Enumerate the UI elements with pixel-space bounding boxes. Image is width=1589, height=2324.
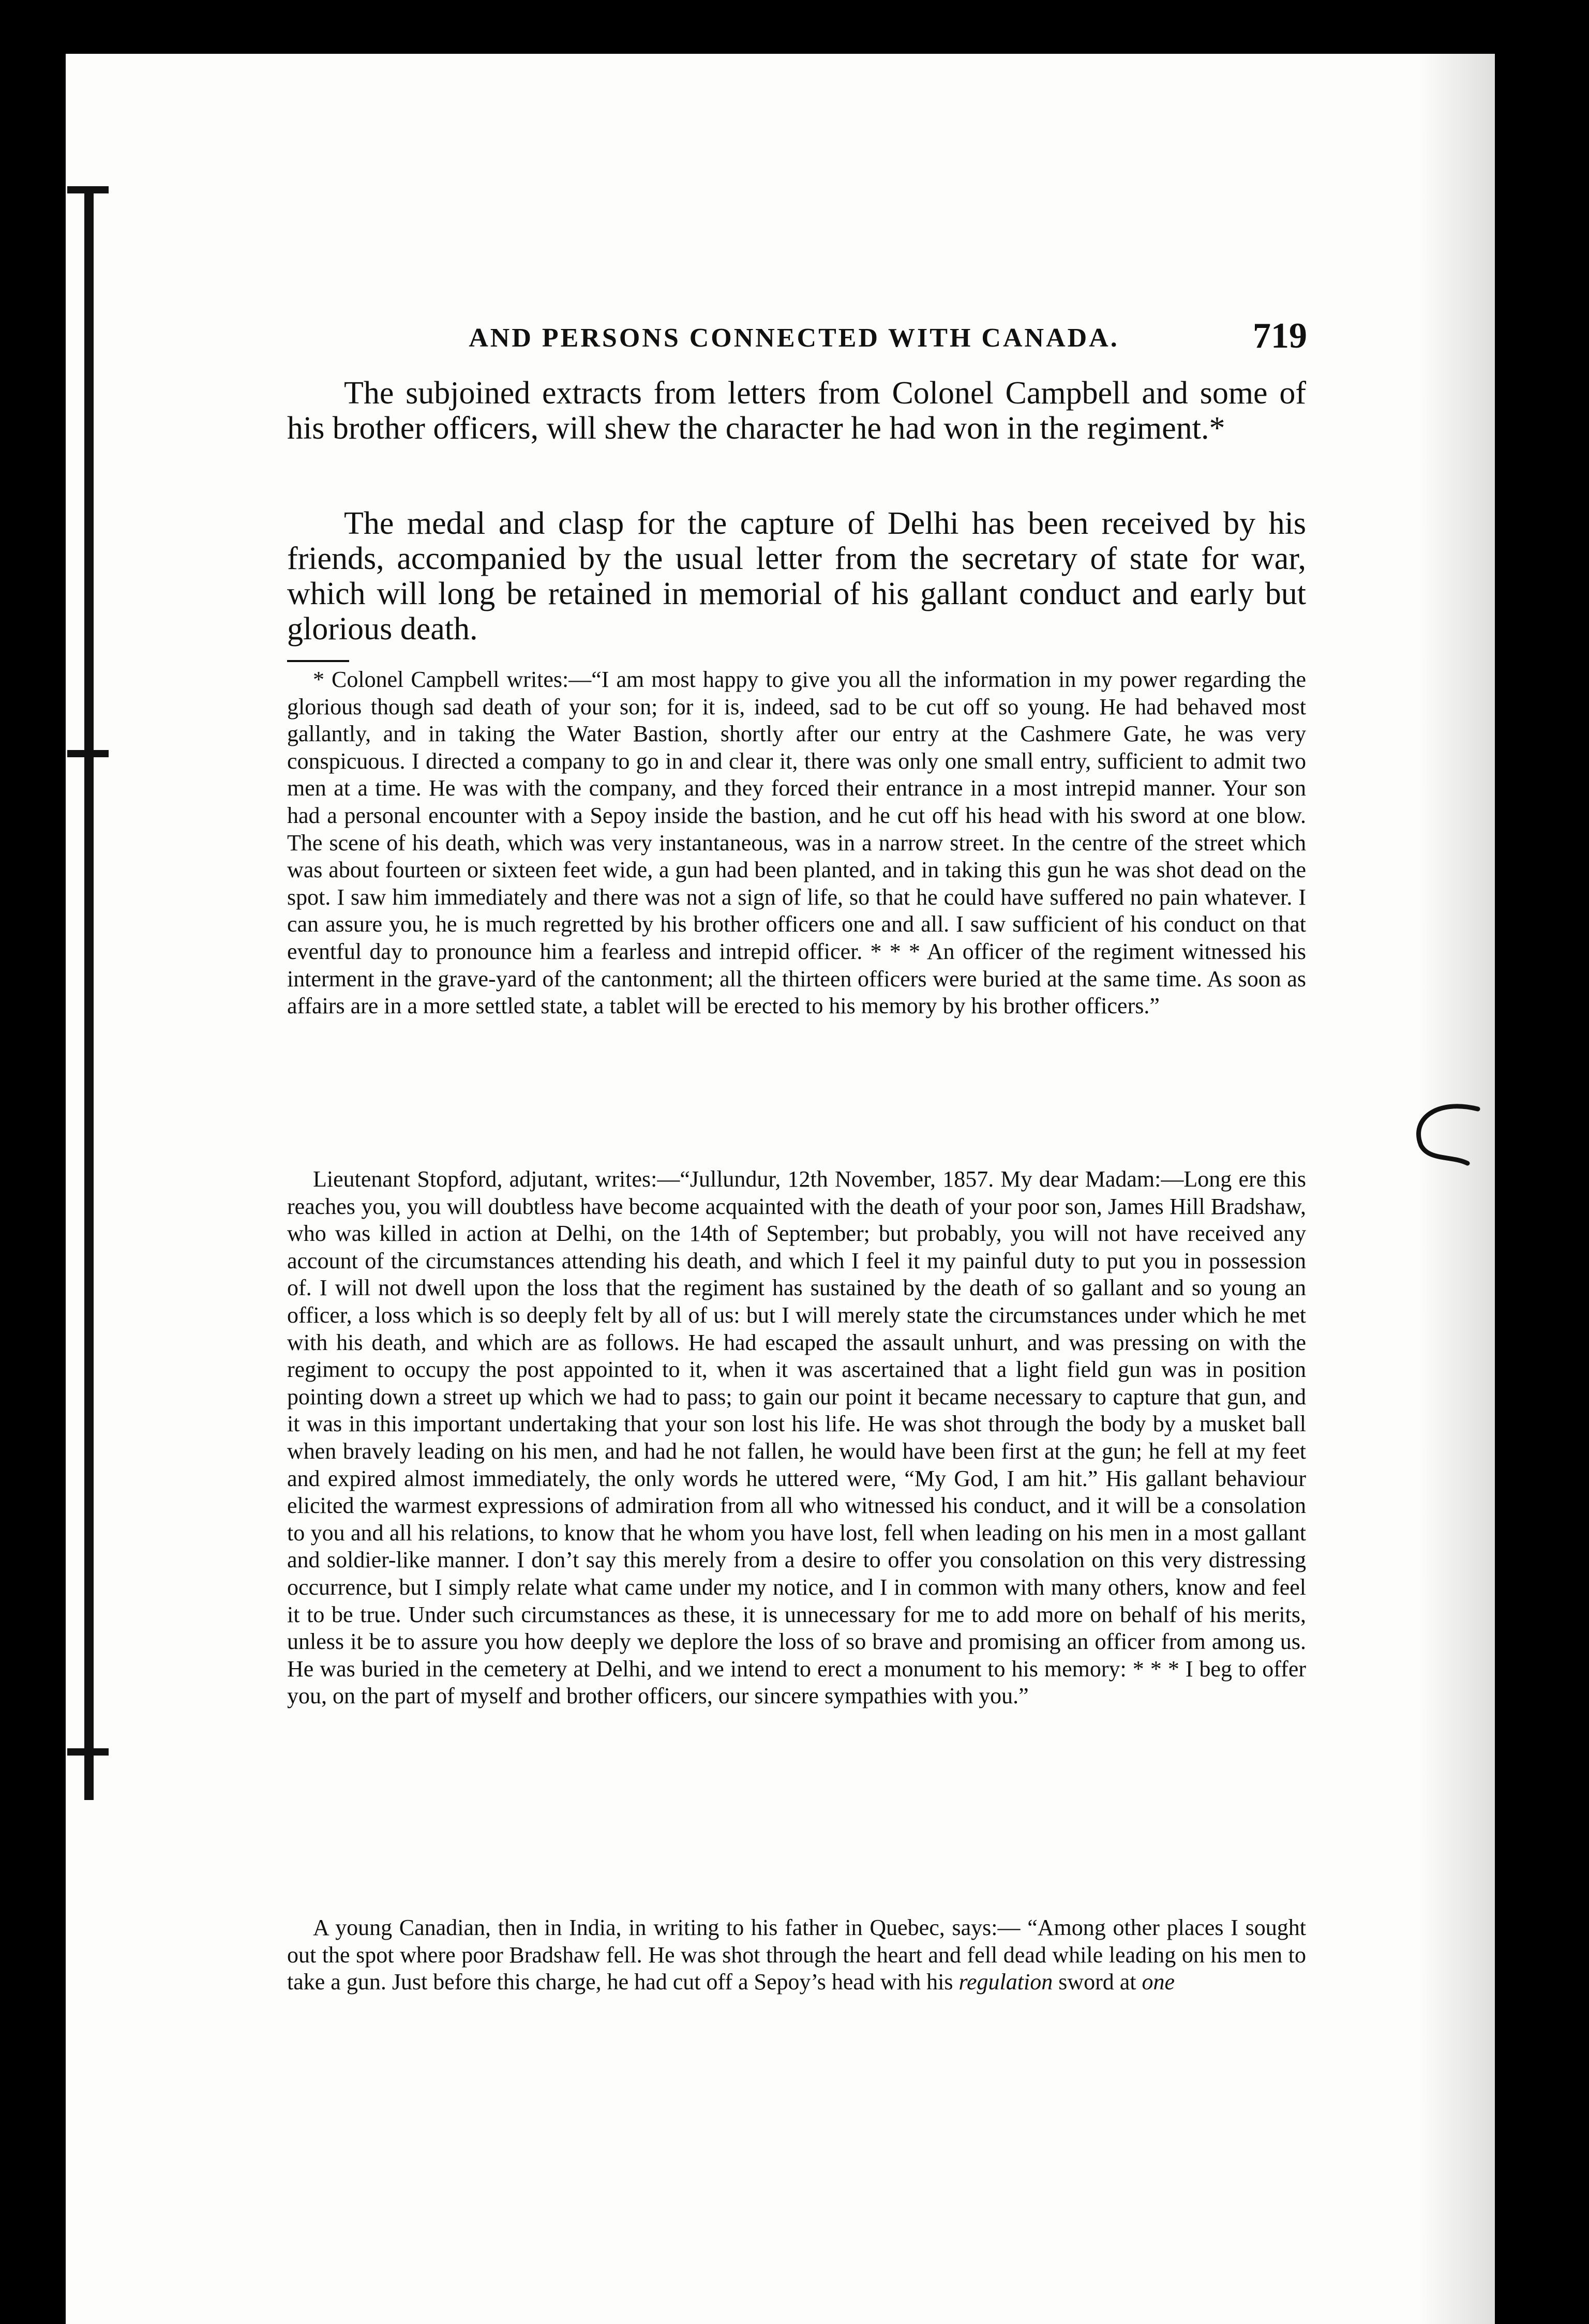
running-header: AND PERSONS CONNECTED WITH CANADA. <box>469 323 1119 353</box>
book-page <box>66 54 1495 2324</box>
body-paragraph-extracts: The subjoined extracts from letters from Colonel Campbell and some of his brother officers, will shew the character he had won in the regiment.* <box>287 376 1306 446</box>
canadian-italic-one: one <box>1142 1969 1175 1995</box>
margin-pencil-mark <box>1405 1099 1488 1202</box>
footnote-rule <box>287 660 349 662</box>
canadian-text-mid: sword at <box>1053 1969 1142 1995</box>
footnote-stopford-letter: Lieutenant Stopford, adjutant, writes:—“Jullundur, 12th November, 1857. My dear Madam:—Long ere this reaches you, you will doubtless have become acquainted with the death of your poor son, James Hill Bradshaw, who was killed in action at Delhi, on the 14th of September; but probably, you will not have received any account of the circumstances attending his death, and which I feel it my painful duty to put you in possession of. I will not dwell upon the loss that the regiment has sustained by the death of so gallant and so young an officer, a loss which is so deeply felt by all of us: but I will merely state the circumstances under which he met with his death, and which are as follows. He had escaped the assault unhurt, and was pressing on with the regiment to occupy the post appointed to it, when it was ascertained that a light field gun was in position pointing down a street up which we had to pass; to gain our point it became necessary to capture that gun, and it was in this important undertaking that your son lost his life. He was shot through the body by a musket ball when bravely leading on his men, and had he not fallen, he would have been first at the gun; he fell at my feet and expired almost immediately, the only words he uttered were, “My God, I am hit.” His gallant behaviour elicited the warmest expressions of admiration from all who witnessed his conduct, and it will be a consolation to you and all his relations, to know that he whom you have lost, fell when leading on his men in a most gallant and soldier-like manner. I don’t say this merely from a desire to offer you consolation on this very distressing occurrence, but I simply relate what came under my notice, and I in common with many others, know and feel it to be true. Under such circumstances as these, it is unnecessary for me to add more on behalf of his merits, unless it be to assure you how deeply we deplore the loss of so brave and promising an officer from among us. He was buried in the cemetery at Delhi, and we intend to erect a monument to his memory: * * * I beg to offer you, on the part of myself and brother officers, our sincere sympathies with you.” <box>287 1166 1306 1709</box>
binding-tick-top <box>67 186 109 193</box>
canadian-text: A young Canadian, then in India, in writing to his father in Quebec, says:— “Among other places I sought out the spot where poor Bradshaw fell. He was shot through the heart and fell dead while leading on his men to take a gun. Just before this charge, he had cut off a Sepoy’s head with his <box>287 1915 1306 1995</box>
footnote-campbell-letter: * Colonel Campbell writes:—“I am most happy to give you all the information in my power regarding the glorious though sad death of your son; for it is, indeed, sad to be cut off so young. He had behaved most gallantly, and in taking the Water Bastion, shortly after our entry at the Cashmere Gate, he was very conspicuous. I directed a company to go in and clear it, there was only one small entry, sufficient to admit two men at a time. He was with the company, and they forced their entrance in a most intrepid manner. Your son had a personal encounter with a Sepoy inside the bastion, and he cut off his head with his sword at one blow. The scene of his death, which was very instantaneous, was in a narrow street. In the centre of the street which was about fourteen or sixteen feet wide, a gun had been planted, and in taking this gun he was shot dead on the spot. I saw him immediately and there was not a sign of life, so that he could have suffered no pain whatever. I can assure you, he is much regretted by his brother officers one and all. I saw sufficient of his conduct on that eventful day to pronounce him a fearless and intrepid officer. * * * An officer of the regiment witnessed his interment in the grave-yard of the cantonment; all the thirteen officers were buried at the same time. As soon as affairs are in a more settled state, a tablet will be erected to his memory by his brother officers.” <box>287 667 1306 1019</box>
body-paragraph-medal: The medal and clasp for the capture of Delhi has been received by his friends, accompanied by the usual letter from the secretary of state for war, which will long be retained in memorial of his gallant conduct and early but glorious death. <box>287 506 1306 647</box>
footnote-canadian-letter <box>287 1914 1306 1996</box>
page-number: 719 <box>1253 316 1307 356</box>
binding-bar <box>84 186 94 1800</box>
binding-tick-bottom <box>67 1748 109 1756</box>
canadian-italic-regulation: regulation <box>958 1969 1053 1995</box>
binding-tick-middle <box>67 750 109 757</box>
